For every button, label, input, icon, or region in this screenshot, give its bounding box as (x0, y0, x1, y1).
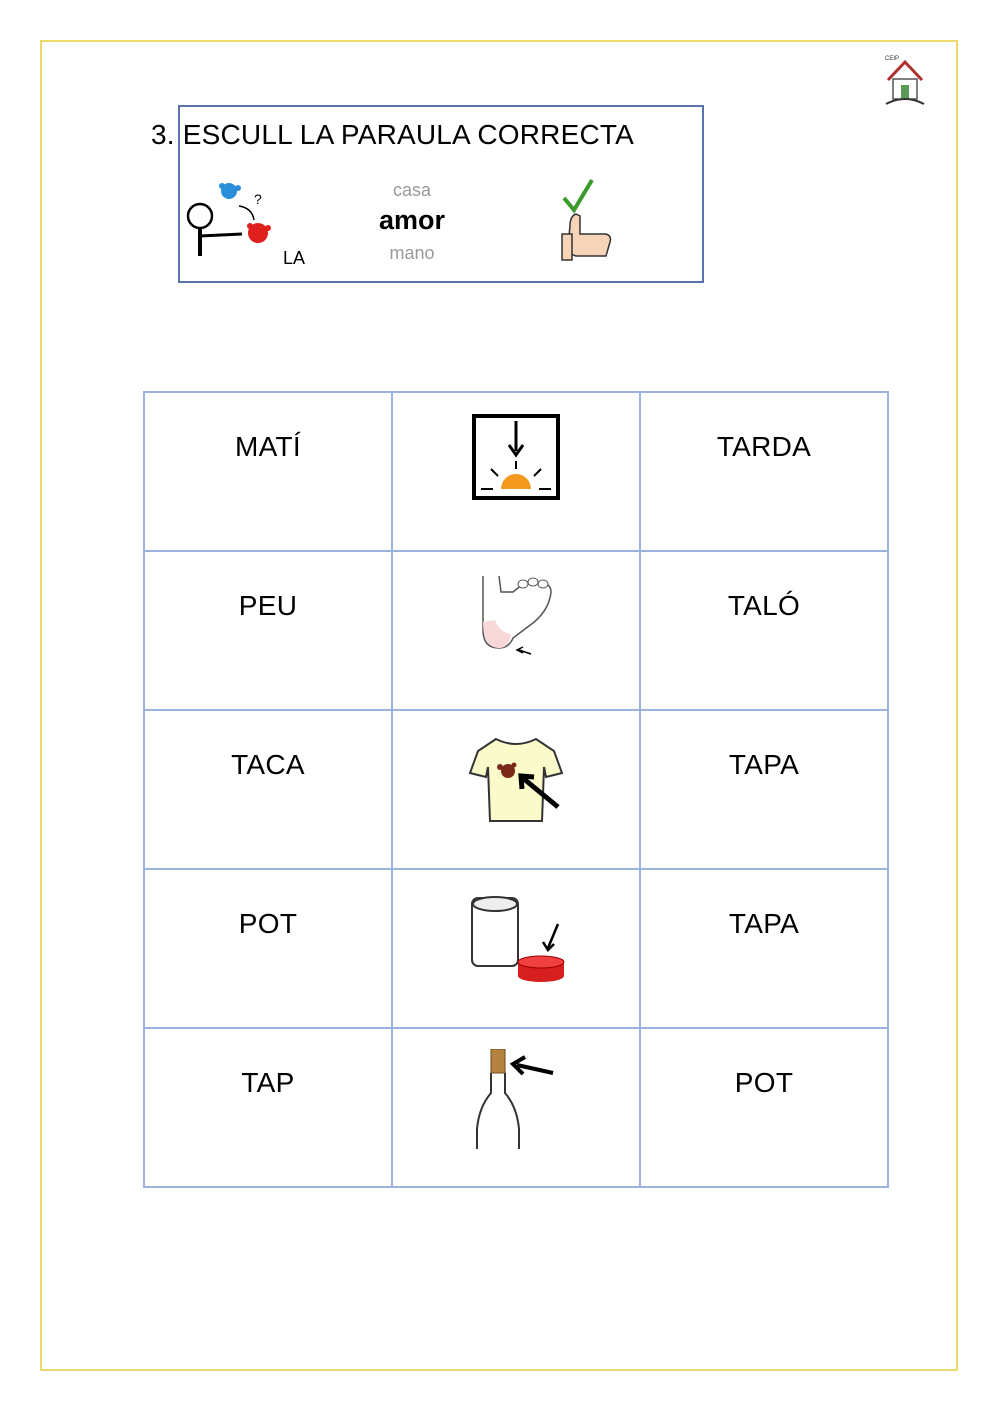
word-option[interactable]: POT (238, 908, 298, 939)
word-option-cell[interactable] (144, 869, 392, 1028)
word-choice-table (143, 391, 889, 1188)
word-option-cell[interactable] (640, 710, 888, 869)
word-option-cell[interactable] (640, 1028, 888, 1187)
exercise-title: 3. ESCULL LA PARAULA CORRECTA (151, 119, 635, 150)
svg-text:CEIP: CEIP (885, 56, 900, 62)
sunset-icon (471, 413, 561, 501)
word-option[interactable]: PEU (238, 590, 298, 621)
table-row (144, 710, 888, 869)
word-option[interactable]: TAP (241, 1067, 295, 1098)
word-option[interactable]: MATÍ (234, 431, 301, 462)
table-row (144, 1028, 888, 1187)
picture-cell (392, 869, 640, 1028)
bottle-cork-icon (471, 1049, 561, 1149)
word-option[interactable]: TAPA (728, 908, 800, 939)
instruction-label: LA (283, 248, 306, 268)
table-row (144, 551, 888, 710)
picture-cell (392, 392, 640, 551)
stained-shirt-icon (466, 731, 566, 827)
table-row (144, 869, 888, 1028)
school-logo-icon (880, 52, 930, 108)
word-option-cell[interactable] (144, 710, 392, 869)
word-option-cell[interactable] (144, 551, 392, 710)
jar-lid-icon (466, 890, 566, 990)
word-option[interactable]: TAPA (728, 749, 800, 780)
thumbs-up-check-icon (556, 176, 618, 262)
picture-cell (392, 1028, 640, 1187)
word-option-cell[interactable] (640, 551, 888, 710)
picture-cell (392, 710, 640, 869)
choose-pointing-icon (184, 178, 284, 260)
example-option-bottom: mano (389, 243, 435, 263)
word-option-cell[interactable] (640, 392, 888, 551)
word-option[interactable]: TALÓ (727, 590, 801, 621)
svg-text:?: ? (254, 191, 262, 207)
picture-cell (392, 551, 640, 710)
table-row (144, 392, 888, 551)
word-option[interactable]: TACA (231, 749, 305, 780)
word-option-cell[interactable] (144, 392, 392, 551)
example-option-top: casa (392, 180, 432, 200)
example-option-selected: amor (378, 205, 446, 235)
word-option-cell[interactable] (144, 1028, 392, 1187)
heel-foot-icon (471, 572, 561, 660)
word-option[interactable]: POT (734, 1067, 794, 1098)
word-option-cell[interactable] (640, 869, 888, 1028)
word-option[interactable]: TARDA (716, 431, 812, 462)
